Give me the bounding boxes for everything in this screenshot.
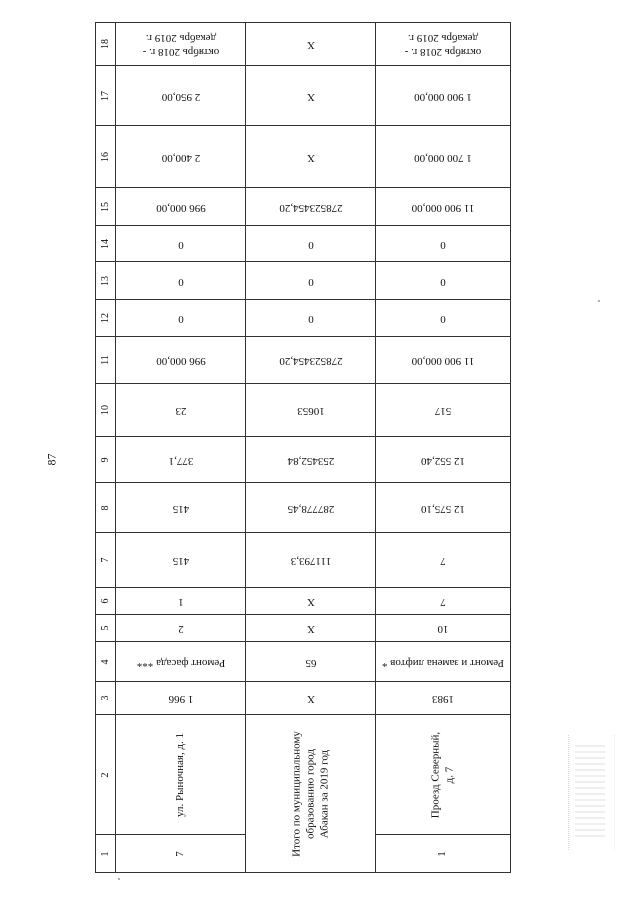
page-number: 87 <box>44 453 59 466</box>
data-cell: 11 900 000,00 <box>376 188 511 226</box>
scan-speck <box>598 300 600 302</box>
header-cell: 16 <box>96 126 116 188</box>
header-cell: 10 <box>96 384 116 437</box>
table-row-col13 <box>96 262 511 300</box>
data-cell: 23 <box>116 384 246 437</box>
data-cell: 0 <box>376 262 511 300</box>
table-row-col14 <box>96 226 511 262</box>
data-cell: X <box>246 615 376 642</box>
scan-speck <box>118 878 120 880</box>
data-cell: 111793,3 <box>246 533 376 588</box>
data-cell: 7 <box>116 835 246 873</box>
data-cell: 1 966 <box>116 682 246 715</box>
data-cell: 377,1 <box>116 437 246 483</box>
header-cell: 2 <box>96 715 116 835</box>
data-cell: 278523454,20 <box>246 337 376 384</box>
data-cell: 1983 <box>376 682 511 715</box>
data-cell: 0 <box>376 300 511 337</box>
data-cell: октябрь 2018 г. - декабрь 2019 г. <box>116 23 246 66</box>
data-cell: X <box>246 588 376 615</box>
data-cell: 278523454,20 <box>246 188 376 226</box>
data-cell-merged: Итого по муниципальному образованию город Абакан за 2019 год <box>246 715 376 873</box>
data-cell: октябрь 2018 г. - декабрь 2019 г. <box>376 23 511 66</box>
table-row-col17 <box>96 66 511 126</box>
data-cell: 10653 <box>246 384 376 437</box>
scan-artifact <box>568 735 615 850</box>
header-cell: 14 <box>96 226 116 262</box>
data-cell: 12 575,10 <box>376 483 511 533</box>
data-cell: 2 <box>116 615 246 642</box>
data-cell: X <box>246 23 376 66</box>
header-cell: 5 <box>96 615 116 642</box>
data-cell: 0 <box>376 226 511 262</box>
table-row-col7 <box>96 533 511 588</box>
data-cell: 1 <box>116 588 246 615</box>
header-cell: 4 <box>96 642 116 682</box>
data-cell: X <box>246 682 376 715</box>
table-row-col16 <box>96 126 511 188</box>
data-cell: Ремонт фасада *** <box>116 642 246 682</box>
data-cell: 12 552,40 <box>376 437 511 483</box>
table-row-col3 <box>96 682 511 715</box>
data-cell: 11 900 000,00 <box>376 337 511 384</box>
data-cell: 7 <box>376 533 511 588</box>
data-cell: 517 <box>376 384 511 437</box>
data-cell: Ремонт и замена лифтов * <box>376 642 511 682</box>
data-cell: 996 000,00 <box>116 337 246 384</box>
data-cell: 0 <box>246 300 376 337</box>
data-cell: ул. Рыночная, д. 1 <box>116 715 246 835</box>
header-cell: 18 <box>96 23 116 66</box>
header-cell: 1 <box>96 835 116 873</box>
table-row-col15 <box>96 188 511 226</box>
data-cell: 253452,84 <box>246 437 376 483</box>
data-cell: 0 <box>246 262 376 300</box>
table-row-col12 <box>96 300 511 337</box>
data-cell: 1 900 000,00 <box>376 66 511 126</box>
data-cell: 0 <box>116 300 246 337</box>
header-cell: 12 <box>96 300 116 337</box>
data-cell: 65 <box>246 642 376 682</box>
table-row-col4 <box>96 642 511 682</box>
table-row-col8 <box>96 483 511 533</box>
header-cell: 9 <box>96 437 116 483</box>
header-cell: 6 <box>96 588 116 615</box>
data-cell: 0 <box>116 262 246 300</box>
header-cell: 3 <box>96 682 116 715</box>
data-cell: 2 950,00 <box>116 66 246 126</box>
data-cell: 2 400,00 <box>116 126 246 188</box>
header-cell: 15 <box>96 188 116 226</box>
header-cell: 17 <box>96 66 116 126</box>
table-row-col5 <box>96 615 511 642</box>
table-row-col2 <box>96 715 511 835</box>
data-cell: 7 <box>376 588 511 615</box>
header-cell: 13 <box>96 262 116 300</box>
data-cell: 415 <box>116 533 246 588</box>
table-row-col10 <box>96 384 511 437</box>
data-cell: X <box>246 126 376 188</box>
data-cell: 0 <box>116 226 246 262</box>
data-cell: 415 <box>116 483 246 533</box>
header-cell: 7 <box>96 533 116 588</box>
data-cell: 10 <box>376 615 511 642</box>
data-cell: Проезд Северный, д. 7 <box>376 715 511 835</box>
header-cell: 8 <box>96 483 116 533</box>
data-cell: 996 000,00 <box>116 188 246 226</box>
data-cell: 0 <box>246 226 376 262</box>
table-row-col6 <box>96 588 511 615</box>
header-cell: 11 <box>96 337 116 384</box>
table-row-col9 <box>96 437 511 483</box>
register-table <box>95 22 511 873</box>
data-cell: 287778,45 <box>246 483 376 533</box>
table-row-col11 <box>96 337 511 384</box>
data-cell: X <box>246 66 376 126</box>
data-cell: 1 <box>376 835 511 873</box>
table-row-col18 <box>96 23 511 66</box>
data-cell: 1 700 000,00 <box>376 126 511 188</box>
